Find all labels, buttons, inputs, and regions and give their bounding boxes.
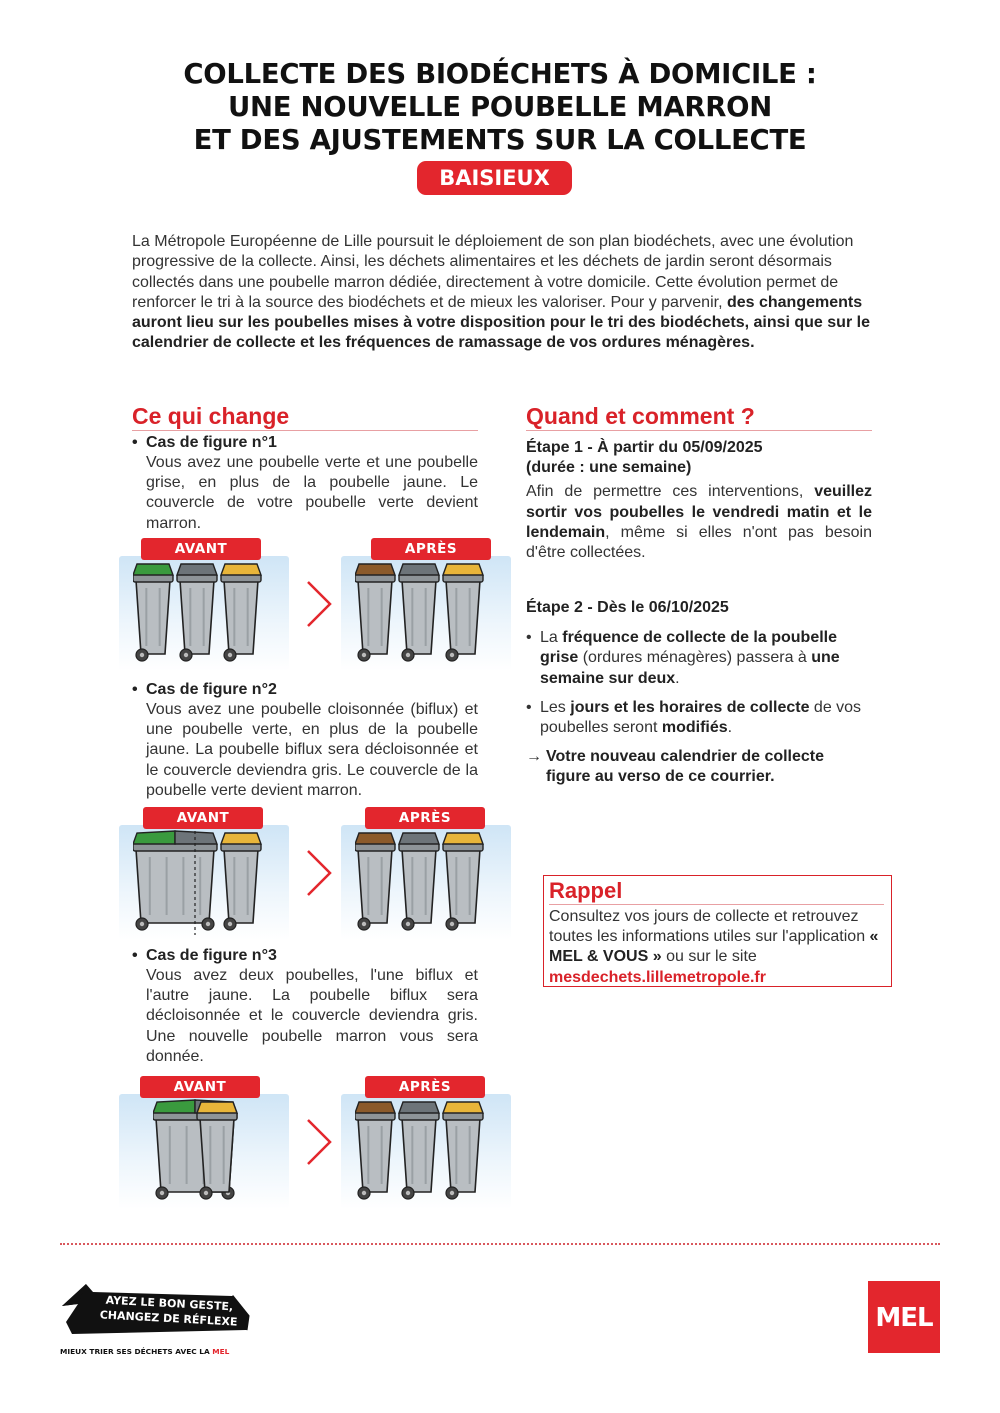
after-tag: APRÈS <box>365 807 485 829</box>
footer-divider <box>60 1243 940 1245</box>
bins-after <box>355 558 495 668</box>
bin-grey-icon <box>399 564 439 661</box>
step-2-title: Étape 2 - Dès le 06/10/2025 <box>526 599 729 616</box>
before-tag: AVANT <box>143 807 263 829</box>
bin-yellow-icon <box>443 564 483 661</box>
bins-after <box>355 1096 495 1206</box>
chevron-right-icon <box>304 580 334 628</box>
bin-grey-icon <box>399 833 439 930</box>
bin-yellow-icon <box>221 833 261 930</box>
case-3 <box>132 946 478 1067</box>
mel-logo <box>868 1281 940 1353</box>
bin-biflux-icon <box>133 831 217 930</box>
bin-green-icon <box>133 564 173 661</box>
title-line-1: COLLECTE DES BIODÉCHETS À DOMICILE : <box>183 58 817 90</box>
rappel-title: Rappel <box>549 878 884 905</box>
bins-before <box>133 827 273 937</box>
right-heading: Quand et comment ? <box>526 402 872 431</box>
after-tag: APRÈS <box>365 1076 485 1098</box>
case-2-text: Vous avez une poubelle cloisonnée (biflux) et une poubelle verte, en plus de la poubelle jaune. La poubelle biflux sera décloisonnée et le couvercle deviendra gris. Le couvercle de la poubelle verte devient marron. <box>146 701 478 799</box>
arrow-right-icon: → <box>526 748 542 766</box>
title-line-3: ET DES AJUSTEMENTS SUR LA COLLECTE <box>193 124 807 156</box>
case-1-text: Vous avez une poubelle verte et une poubelle grise, en plus de la poubelle jaune. Le couvercle de votre poubelle verte devient marron. <box>146 454 478 532</box>
before-tag: AVANT <box>141 538 261 560</box>
step-1-text: Afin de permettre ces interventions, veuillez sortir vos poubelles le vendredi matin et le lendemain, même si elles n'ont pas besoin d'être collectées. <box>526 483 872 562</box>
step-1-duration: (durée : une semaine) <box>526 459 692 477</box>
rappel-link[interactable]: mesdechets.lillemetropole.fr <box>549 968 766 986</box>
case-2-illustration <box>119 807 511 942</box>
bin-grey-icon <box>177 564 217 661</box>
case-1-illustration <box>119 538 511 673</box>
case-1 <box>132 433 478 534</box>
intro-text: La Métropole Européenne de Lille poursuit le déploiement de son plan biodéchets, avec une évolution progressive de la collecte. Ainsi, les déchets alimentaires et les déchets de jardin seront désormais collectés dans une poubelle marron dédiée, directement à votre domicile. Cette évolution permet de renforcer le tri à la source des biodéchets et de mieux les valoriser. Pour y parvenir, <box>132 233 854 311</box>
step-2-bullet-days: • Les jours et les horaires de collecte de vos poubelles seront modifiés. <box>526 698 862 737</box>
case-3-illustration <box>119 1076 511 1211</box>
page-title <box>0 58 1000 157</box>
case-3-text: Vous avez deux poubelles, l'une biflux et l'autre jaune. La poubelle biflux sera décloisonnée et le couvercle deviendra gris. Une nouvelle poubelle marron vous sera donnée. <box>146 967 478 1065</box>
case-2-title: • Cas de figure n°2 <box>132 681 277 698</box>
chevron-right-icon <box>304 1118 334 1166</box>
intro-paragraph <box>132 232 872 354</box>
step-2 <box>526 598 872 788</box>
left-heading: Ce qui change <box>132 402 478 431</box>
case-3-title: • Cas de figure n°3 <box>132 947 277 964</box>
rappel-box <box>543 875 892 987</box>
bins-before <box>133 558 273 668</box>
step-2-calendar-note: → Votre nouveau calendrier de collecte figure au verso de ce courrier. <box>526 748 825 786</box>
step-2-bullet-frequency: • La fréquence de collecte de la poubelle grise (ordures ménagères) passera à une semaine sur deux. <box>526 629 840 687</box>
bin-brown-icon <box>355 833 395 930</box>
bin-brown-icon <box>355 1102 395 1199</box>
step-1 <box>526 438 872 563</box>
title-line-2: UNE NOUVELLE POUBELLE MARRON <box>228 91 772 123</box>
bin-yellow-icon <box>443 833 483 930</box>
bin-yellow-icon <box>443 1102 483 1199</box>
campaign-logo <box>60 1282 260 1362</box>
step-1-title: Étape 1 - À partir du 05/09/2025 <box>526 439 763 456</box>
campaign-tagline: MIEUX TRIER SES DÉCHETS AVEC LA MEL <box>60 1347 230 1356</box>
rappel-text: Consultez vos jours de collecte et retrouvez toutes les informations utiles sur l'application « MEL & VOUS » ou sur le site mesdechets.lillemetropole.fr <box>549 908 879 986</box>
after-tag: APRÈS <box>371 538 491 560</box>
bins-before <box>153 1096 253 1206</box>
chevron-right-icon <box>304 849 334 897</box>
city-badge: BAISIEUX <box>417 161 572 195</box>
intro-bold: des changements auront lieu sur les poubelles mises à votre disposition pour le tri des biodéchets, ainsi que sur le calendrier de collecte et les fréquences de ramassage de vos ordures ménagères. <box>132 293 870 352</box>
bin-yellow-icon <box>221 564 261 661</box>
before-tag: AVANT <box>140 1076 260 1098</box>
bin-grey-icon <box>399 1102 439 1199</box>
mel-logo-text: MEL <box>875 1303 933 1333</box>
case-1-title: • Cas de figure n°1 <box>132 434 277 451</box>
bins-after <box>355 827 495 937</box>
campaign-slogan: AYEZ LE BON GESTE, CHANGEZ DE RÉFLEXE <box>99 1293 238 1329</box>
bin-brown-icon <box>355 564 395 661</box>
case-2 <box>132 680 478 801</box>
